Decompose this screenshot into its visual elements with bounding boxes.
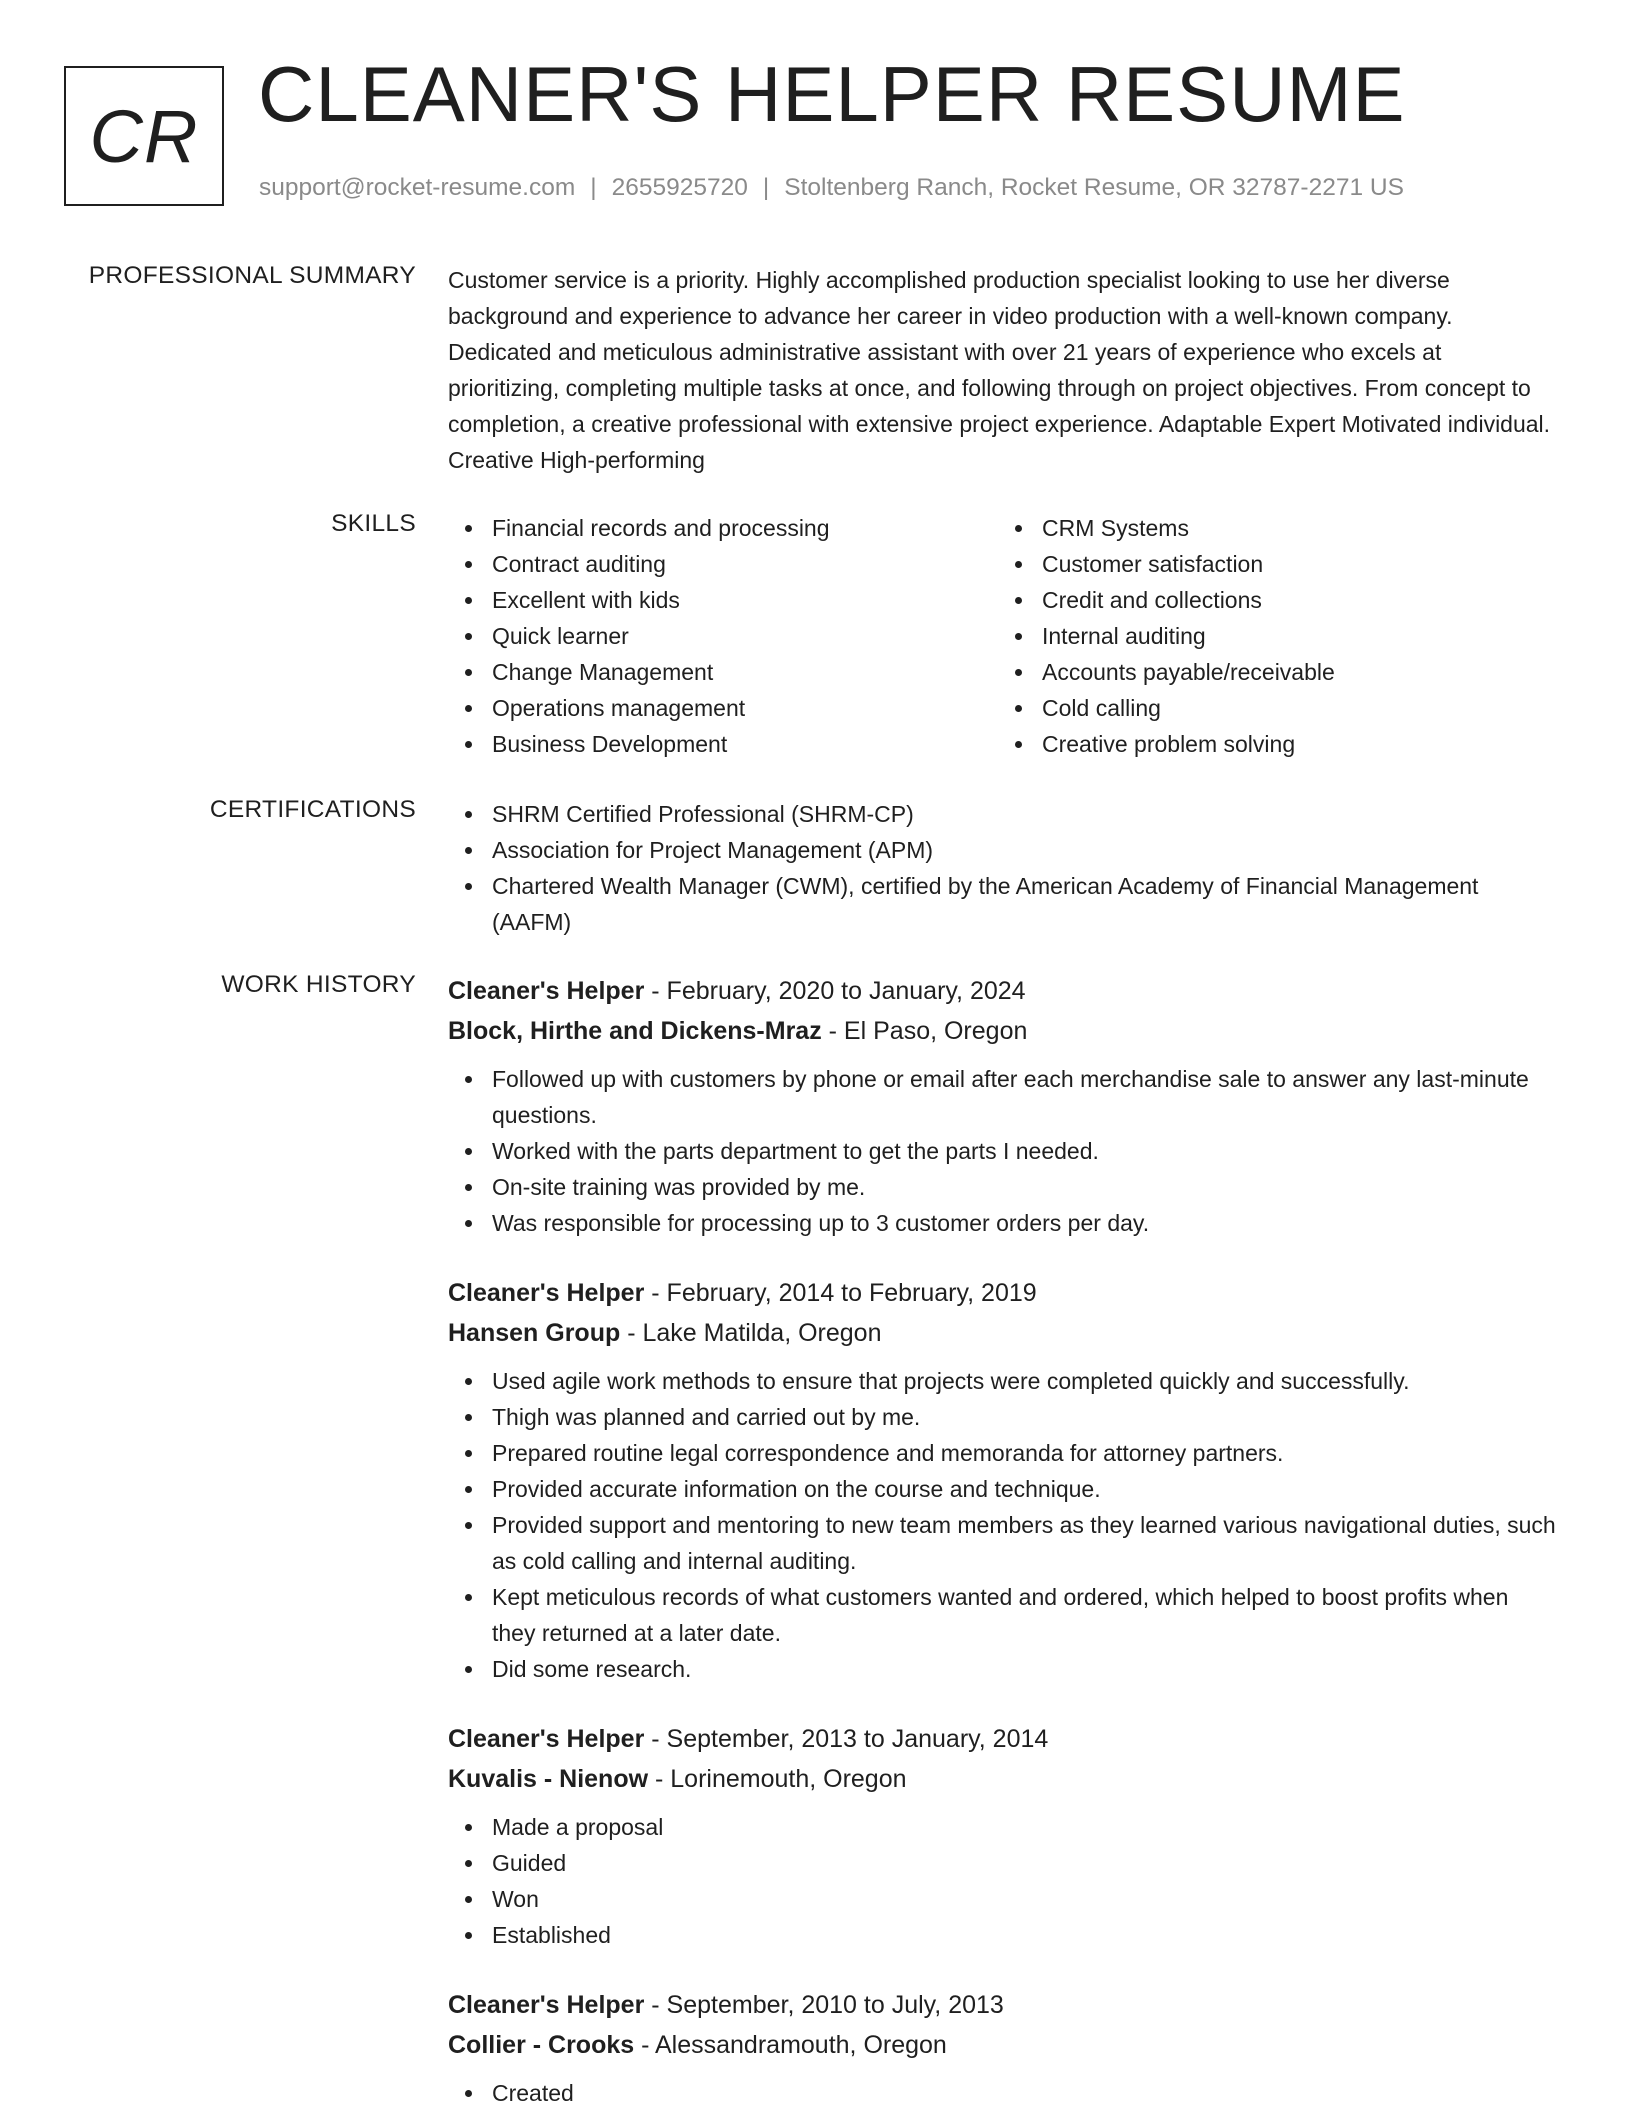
- skill-item: Credit and collections: [1042, 582, 1548, 618]
- job-title: Cleaner's Helper: [448, 1991, 645, 2019]
- section-label-certifications: CERTIFICATIONS: [209, 796, 416, 823]
- skill-item: Change Management: [492, 654, 998, 690]
- monogram-initials: CR: [89, 94, 199, 178]
- job-bullet: Provided accurate information on the course and technique.: [492, 1471, 1558, 1507]
- job-title-line: [448, 1719, 1558, 1759]
- skill-item: Excellent with kids: [492, 582, 998, 618]
- job-bullet: Established: [492, 1917, 1558, 1953]
- skills-body: [448, 510, 1558, 762]
- section-label-work-history: WORK HISTORY: [221, 971, 416, 998]
- job-bullet: Prepared routine legal correspondence and memoranda for attorney partners.: [492, 1435, 1558, 1471]
- section-label-summary: PROFESSIONAL SUMMARY: [88, 262, 416, 289]
- job-bullet: On-site training was provided by me.: [492, 1169, 1558, 1205]
- job-dates: - September, 2010 to July, 2013: [644, 1991, 1004, 2019]
- job-bullet: Used agile work methods to ensure that projects were completed quickly and successfully.: [492, 1363, 1558, 1399]
- job-bullet: Worked with the parts department to get the parts I needed.: [492, 1133, 1558, 1169]
- job-dates: - September, 2013 to January, 2014: [644, 1725, 1049, 1753]
- skill-item: Accounts payable/receivable: [1042, 654, 1548, 690]
- job-bullet: Was responsible for processing up to 3 customer orders per day.: [492, 1205, 1558, 1241]
- skill-item: CRM Systems: [1042, 510, 1548, 546]
- job-bullet: Kept meticulous records of what customers wanted and ordered, which helped to boost profits when they returned at a later date.: [492, 1579, 1558, 1651]
- skill-item: Customer satisfaction: [1042, 546, 1548, 582]
- job-bullet: Provided support and mentoring to new team members as they learned various navigational duties, such as cold calling and internal auditing.: [492, 1507, 1558, 1579]
- contact-separator: |: [762, 174, 770, 201]
- job-bullet: Made a proposal: [492, 1809, 1558, 1845]
- job-employer: Collier - Crooks: [448, 2031, 635, 2059]
- job-location: - Alessandramouth, Oregon: [634, 2031, 947, 2059]
- job-bullet: Followed up with customers by phone or email after each merchandise sale to answer any last-minute questions.: [492, 1061, 1558, 1133]
- skill-item: Creative problem solving: [1042, 726, 1548, 762]
- email-text: support@rocket-resume.com: [259, 174, 576, 201]
- address-text: Stoltenberg Ranch, Rocket Resume, OR 32787-2271 US: [784, 174, 1404, 201]
- job-employer-line: [448, 2025, 1558, 2065]
- job-title-line: [448, 971, 1558, 1011]
- page-title: CLEANER'S HELPER RESUME: [258, 50, 1406, 138]
- certification-item: SHRM Certified Professional (SHRM-CP): [492, 796, 1558, 832]
- job-dates: - February, 2020 to January, 2024: [644, 977, 1026, 1005]
- certification-item: Association for Project Management (APM): [492, 832, 1558, 868]
- job-location: - Lake Matilda, Oregon: [620, 1319, 882, 1347]
- job-title-line: [448, 1985, 1558, 2025]
- job-location: - Lorinemouth, Oregon: [648, 1765, 907, 1793]
- job-employer-line: [448, 1759, 1558, 1799]
- job-bullet: Created: [492, 2075, 1558, 2111]
- job-employer: Kuvalis - Nienow: [448, 1765, 649, 1793]
- summary-body: [448, 262, 1558, 478]
- skill-item: Business Development: [492, 726, 998, 762]
- job-title: Cleaner's Helper: [448, 1279, 645, 1307]
- job-bullet: Guided: [492, 1845, 1558, 1881]
- skill-item: Contract auditing: [492, 546, 998, 582]
- job-bullet: Did some research.: [492, 1651, 1558, 1687]
- skills-column-right: [998, 510, 1548, 762]
- job-title: Cleaner's Helper: [448, 1725, 645, 1753]
- skills-column-left: [448, 510, 998, 762]
- skill-item: Cold calling: [1042, 690, 1548, 726]
- job-bullet: Won: [492, 1881, 1558, 1917]
- certification-item: Chartered Wealth Manager (CWM), certified by the American Academy of Financial Management (AAFM): [492, 868, 1558, 940]
- job-dates: - February, 2014 to February, 2019: [644, 1279, 1037, 1307]
- phone-text: 2655925720: [611, 174, 748, 201]
- skills-grid: [448, 510, 1558, 762]
- job-entry: [448, 1719, 1558, 1953]
- section-label-skills: SKILLS: [331, 510, 416, 537]
- contact-line: [259, 174, 1404, 202]
- job-bullet: Thigh was planned and carried out by me.: [492, 1399, 1558, 1435]
- certifications-body: [448, 796, 1558, 940]
- skill-item: Financial records and processing: [492, 510, 998, 546]
- skill-item: Operations management: [492, 690, 998, 726]
- job-entry: [448, 971, 1558, 1241]
- job-title-line: [448, 1273, 1558, 1313]
- job-title: Cleaner's Helper: [448, 977, 645, 1005]
- work-history-body: [448, 971, 1558, 2112]
- summary-text: Customer service is a priority. Highly accomplished production specialist looking to use her diverse background and experience to advance her career in video production with a well-known company. Dedicated and meticulous administrative assistant with over 21 years of experience who excels at prioritizing, completing multiple tasks at once, and following through on project objectives. From concept to completion, a creative professional with extensive project experience. Adaptable Expert Motivated individual. Creative High-performing: [448, 267, 1551, 473]
- job-entry: [448, 1985, 1558, 2111]
- contact-separator: |: [590, 174, 597, 201]
- job-location: - El Paso, Oregon: [821, 1017, 1028, 1045]
- job-employer: Hansen Group: [448, 1319, 621, 1347]
- job-employer-line: [448, 1011, 1558, 1051]
- skill-item: Quick learner: [492, 618, 998, 654]
- job-employer: Block, Hirthe and Dickens-Mraz: [448, 1017, 822, 1045]
- monogram-logo: [64, 66, 224, 206]
- skill-item: Internal auditing: [1042, 618, 1548, 654]
- job-entry: [448, 1273, 1558, 1687]
- job-employer-line: [448, 1313, 1558, 1353]
